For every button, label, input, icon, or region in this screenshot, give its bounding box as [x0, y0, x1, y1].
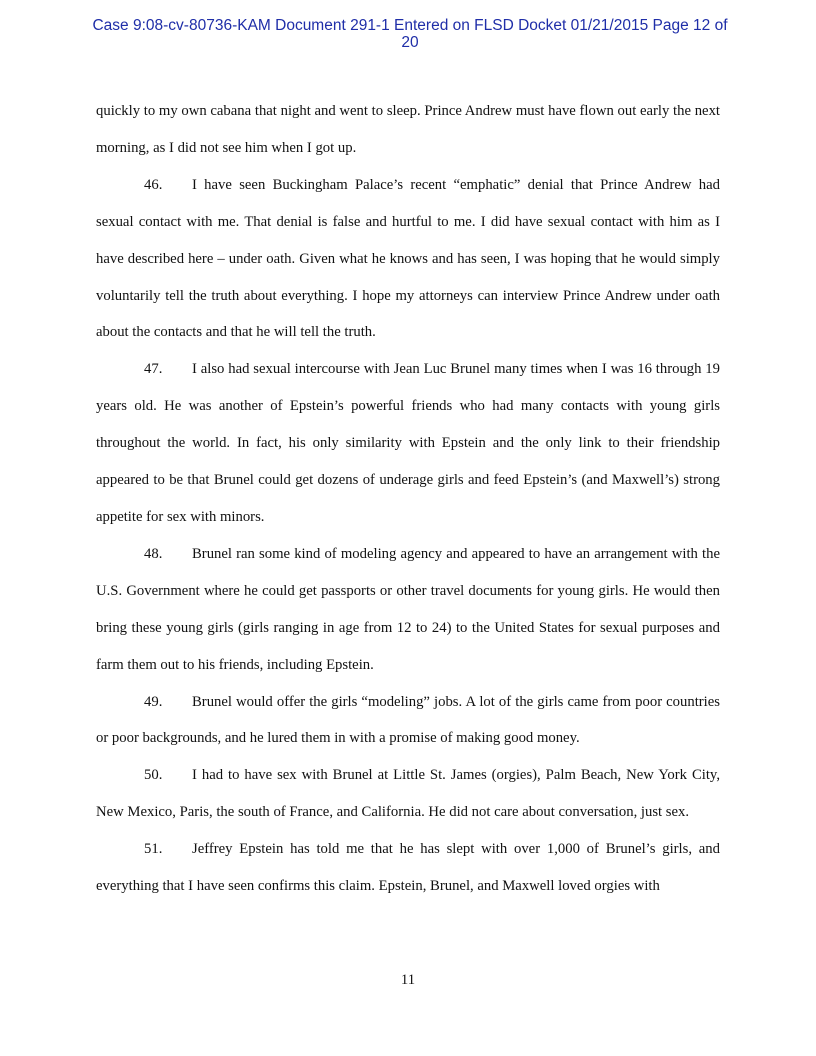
paragraph-46: [96, 167, 720, 352]
paragraph-number: 46.: [144, 176, 163, 193]
paragraph-number: 47.: [144, 361, 163, 378]
paragraph-number: 49.: [144, 693, 163, 710]
paragraph-continuation: [96, 93, 720, 167]
paragraph-number: 51.: [144, 841, 163, 858]
paragraph-text: I had to have sex with Brunel at Little St. James (orgies), Palm Beach, New York City, New Mexico, Paris, the south of France, and California. He did not care about conversation, just sex.: [96, 767, 720, 821]
paragraph-47: [96, 351, 720, 536]
paragraph-text: Brunel would offer the girls “modeling” jobs. A lot of the girls came from poor countries or poor backgrounds, and he lured them in with a promise of making good money.: [96, 693, 720, 747]
paragraph-49: [96, 684, 720, 758]
page-number: 11: [400, 972, 416, 988]
paragraph-text: I also had sexual intercourse with Jean Luc Brunel many times when I was 16 through 19 years old. He was another of Epstein’s powerful friends who had many contacts with young girls throughout the world. In fact, his only similarity with Epstein and the only link to their friendship appeared to be that Brunel could get dozens of underage girls and feed Epstein’s (and Maxwell’s) strong appetite for sex with minors.: [96, 361, 720, 525]
paragraph-text: I have seen Buckingham Palace’s recent “emphatic” denial that Prince Andrew had sexual contact with me. That denial is false and hurtful to me. I did have sexual contact with him as I have described here – under oath. Given what he knows and has seen, I was hoping that he would simply voluntarily tell the truth about everything. I hope my attorneys can interview Prince Andrew under oath about the contacts and that he will tell the truth.: [96, 176, 720, 341]
paragraph-50: [96, 757, 720, 831]
docket-header: [60, 17, 760, 51]
document-body: [96, 93, 720, 905]
paragraph-number: 50.: [144, 767, 163, 784]
paragraph-number: 48.: [144, 545, 163, 562]
paragraph-48: [96, 536, 720, 684]
paragraph-51: [96, 831, 720, 905]
docket-header-line2: 20: [401, 34, 419, 51]
paragraph-text: Brunel ran some kind of modeling agency and appeared to have an arrangement with the U.S. Government where he could get passports or other travel documents for young girls. He would then bring these young girls (girls ranging in age from 12 to 24) to the United States for sexual purposes and farm them out to his friends, including Epstein.: [96, 545, 720, 673]
paragraph-text: Jeffrey Epstein has told me that he has slept with over 1,000 of Brunel’s girls, and everything that I have seen confirms this claim. Epstein, Brunel, and Maxwell loved orgies with: [96, 841, 720, 895]
paragraph-text: quickly to my own cabana that night and went to sleep. Prince Andrew must have flown out early the next morning, as I did not see him when I got up.: [96, 103, 720, 156]
docket-header-line1: Case 9:08-cv-80736-KAM Document 291-1 Entered on FLSD Docket 01/21/2015 Page 12 of: [92, 17, 728, 34]
